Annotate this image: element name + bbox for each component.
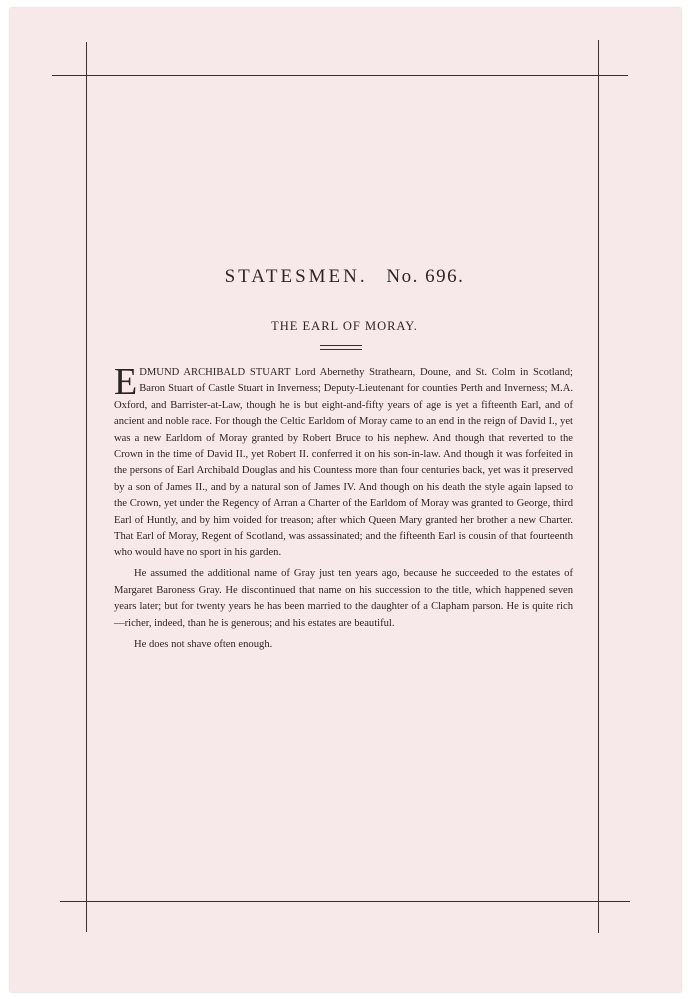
article-subtitle: THE EARL OF MORAY. xyxy=(271,319,418,333)
article-body xyxy=(114,361,573,657)
page-title xyxy=(0,266,689,288)
frame-top-rule xyxy=(52,75,628,76)
paragraph-1 xyxy=(114,361,573,562)
paragraph-3: He does not shave often enough. xyxy=(134,638,273,650)
frame-bottom-rule xyxy=(60,901,630,902)
paragraph-2: He assumed the additional name of Gray just ten years ago, because he succeeded to the estates of Margaret Baroness Gray. He discontinued that name on his succession to the title, which happened seven years later; but for twenty years he has been married to the daughter of a Clapham parson. He is quite rich—richer, indeed, than he is generous; and his estates are beautiful. xyxy=(114,568,573,629)
frame-right-rule xyxy=(598,40,599,933)
paragraph-1-text: DMUND ARCHIBALD STUART Lord Abernethy Strathearn, Doune, and St. Colm in Scotland; Baron Stuart of Castle Stuart in Inverness; Deputy-Lieutenant for counties Perth and Inverness; M.A. Oxford, and Barrister-at-Law, though he is but eight-and-fifty years of age is yet a fifteenth Earl, and of ancient and noble race. For though the Celtic Earldom of Moray came to an end in the reign of David I., yet was a new Earldom of Moray granted by Robert Bruce to his nephew. And though that reverted to the Crown in the time of David II., yet Robert II. conferred it on his son-in-law. And though it was forfeited in the persons of Earl Archibald Douglas and his Countess more than four centuries back, yet was it preserved by a son of James II., and by a natural son of James IV. And though on his death the style again lapsed to the Crown, yet under the Regency of Arran a Charter of the Earldom of Moray was granted to George, third Earl of Huntly, and by him voided for treason; after which Queen Mary granted her brother a new Charter. That Earl of Moray, Regent of Scotland, was assassinated; and the fifteenth Earl is cousin of that fourteenth who would have no sport in his garden. xyxy=(114,367,573,559)
series-number: No. 696. xyxy=(386,266,465,287)
series-title: STATESMEN. xyxy=(224,266,368,287)
drop-cap: E xyxy=(114,361,138,403)
frame-left-rule xyxy=(86,42,87,932)
subtitle-ornament-rule xyxy=(320,345,362,350)
